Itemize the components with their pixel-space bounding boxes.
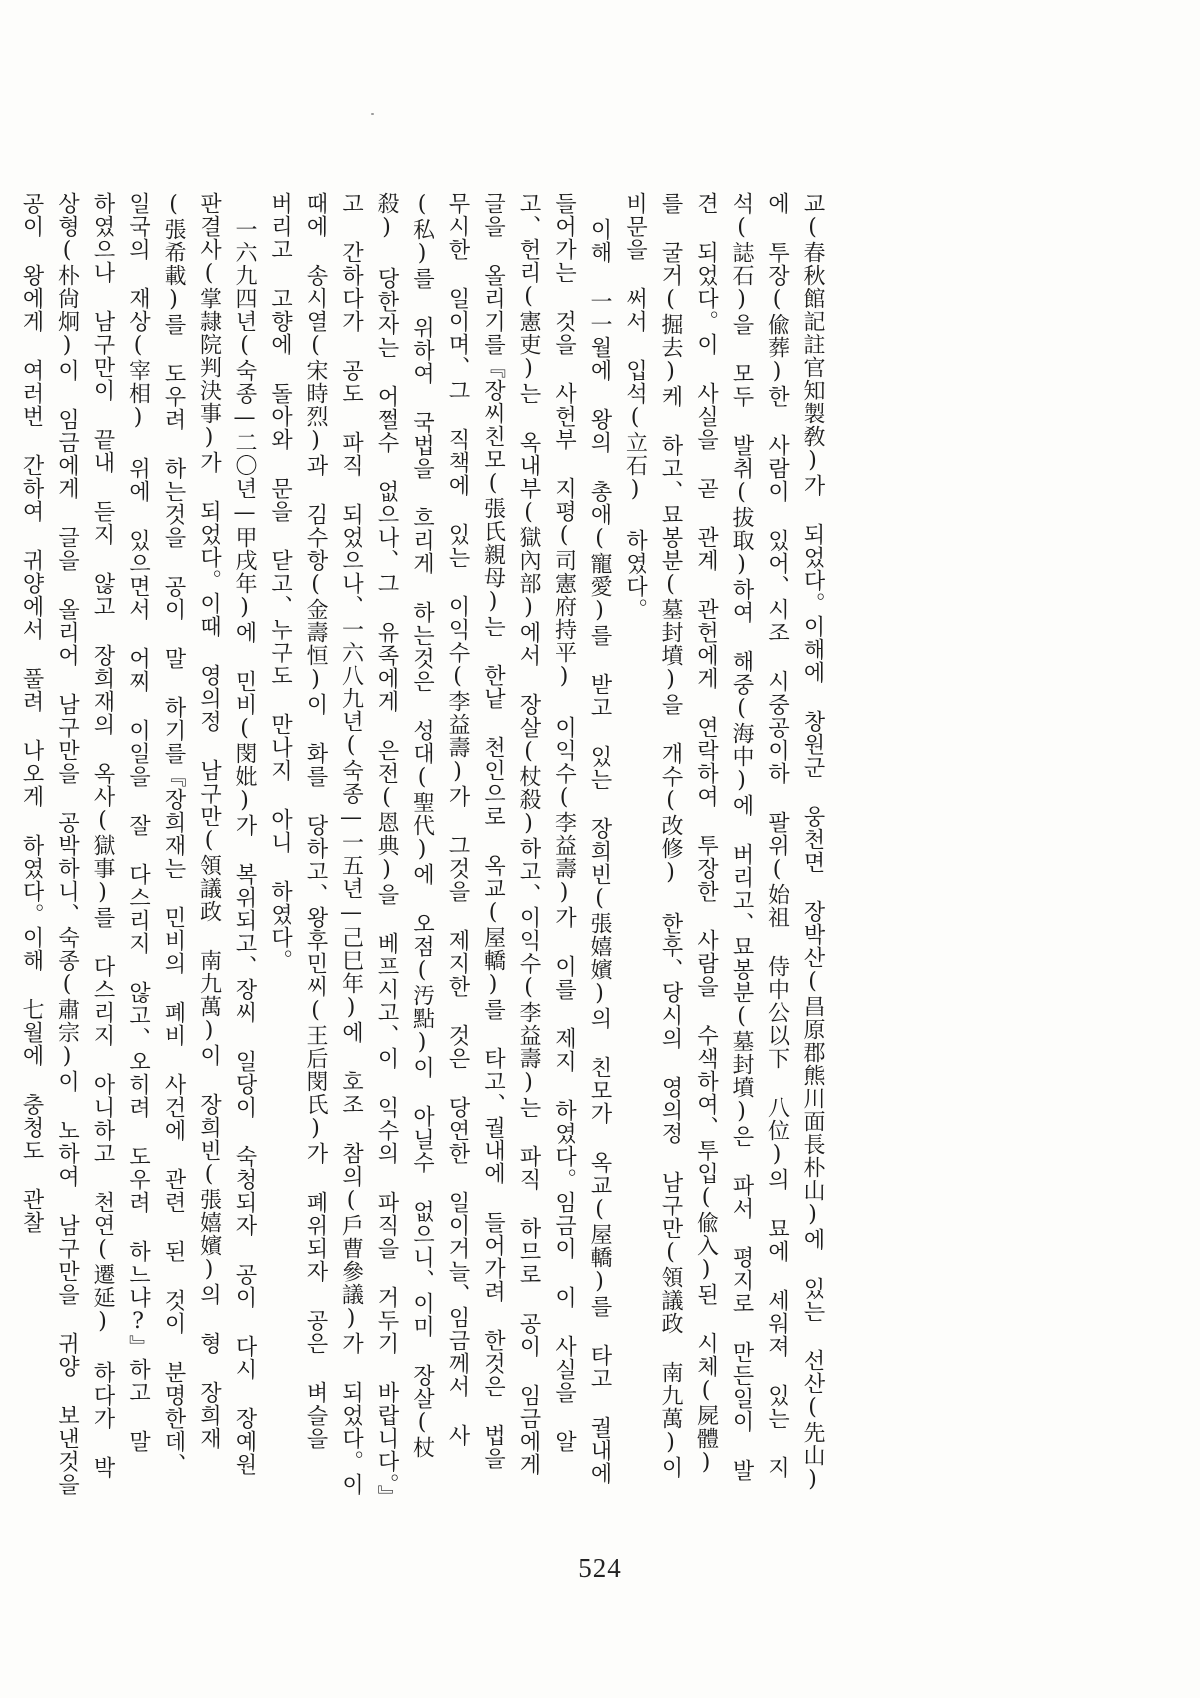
paragraph: 一六九四년(숙종—二〇년—甲戌年)에 민비(閔妣)가 복위되고、장씨 일당이 숙청되자 공이 다시 장예원 판결사(掌隷院判決事)가 되었다。이때 영의정 남구만(領議政 南九萬)이 장희빈(張嬉嬪)의 형 장희재(張希載)를 도우려 하는것을 공이 말 하기를『장희재는 민비의 폐비 사건에 관련 된 것이 분명한데、일국의 재상(宰相) 위에 있으면서 어찌 이일을 잘 다스리지 않고、오히려 도우려 하느냐?』하고 말 하였으나 남구만이 끝내 듣지 않고 장희재의 옥사(獄事)를 다스리지 아니하고 천연(遷延) 하다가 박상형(朴尙炯)이 임금에게 글을 올리어 남구만을 공박하니、숙종(肅宗)이 노하여 남구만을 귀양 보낸것을 공이 왕에게 여러번 간하여 귀양에서 풀려 나오게 하였다。이해 七월에 충청도 관찰: [19, 192, 257, 1496]
vertical-body-text: [0, 192, 830, 1497]
paragraph: 교(春秋館記註官知製敎)가 되었다。이해에 창원군 웅천면 장박산(昌原郡熊川面長朴山)에 있는 선산(先山)에 투장(偸葬)한 사람이 있어、시조 시중공이하 팔위(始祖 侍中公以下 八位)의 묘에 세워져 있는 지석(誌石)을 모두 발취(拔取)하여 해중(海中)에 버리고、묘봉분(墓封墳)은 파서 평지로 만든일이 발견 되었다。이 사실을 곧 관계 관헌에게 연락하여 투장한 사람을 수색하여、투입(偸入)된 시체(屍體)를 굴거(掘去)케 하고、묘봉분(墓封墳)을 개수(改修) 한후、당시의 영의정 남구만(領議政 南九萬)이 비문을 써서 입석(立石) 하였다。: [622, 192, 825, 1493]
paragraph: 이해 一一월에 왕의 총애(寵愛)를 받고 있는 장희빈(張嬉嬪)의 친모가 옥교(屋轎)를 타고 궐내에 들어가는 것을 사헌부 지평(司憲府持平) 이익수(李益壽)가 이를 제지 하였다。임금이 이 사실을 알고、헌리(憲吏)는 옥내부(獄內部)에서 장살(杖殺)하고、이익수(李益壽)는 파직 하므로 공이 임금에게 글을 올리기를『장씨친모(張氏親母)는 한낱 천인으로 옥교(屋轎)를 타고、궐내에 들어가려 한것은 법을 무시한 일이며、그 직책에 있는 이익수(李益壽)가 그것을 제지한 것은 당연한 일이거늘、임금께서 사(私)를 위하여 국법을 흐리게 하는것은 성대(聖代)에 오점(汚點)이 아닐수 없으니、이미 장살(杖殺) 당한자는 어쩔수 없으나、그 유족에게 은전(恩典)을 베프시고、이 익수의 파직을 거두기 바랍니다。』고 간하다가 공도 파직 되었으나、一六八九년(숙종—一五년—己巳年)에 호조 참의(戶曹參議)가 되었다。이때에 송시열(宋時烈)과 김수항(金壽恒)이 화를 당하고、왕후민씨(王后閔氏)가 폐위되자 공은 벼슬을 버리고 고향에 돌아와 문을 닫고、누구도 만나지 아니 하였다。: [267, 192, 612, 1497]
page-number: 524: [578, 1553, 622, 1583]
print-speck: [371, 113, 374, 115]
